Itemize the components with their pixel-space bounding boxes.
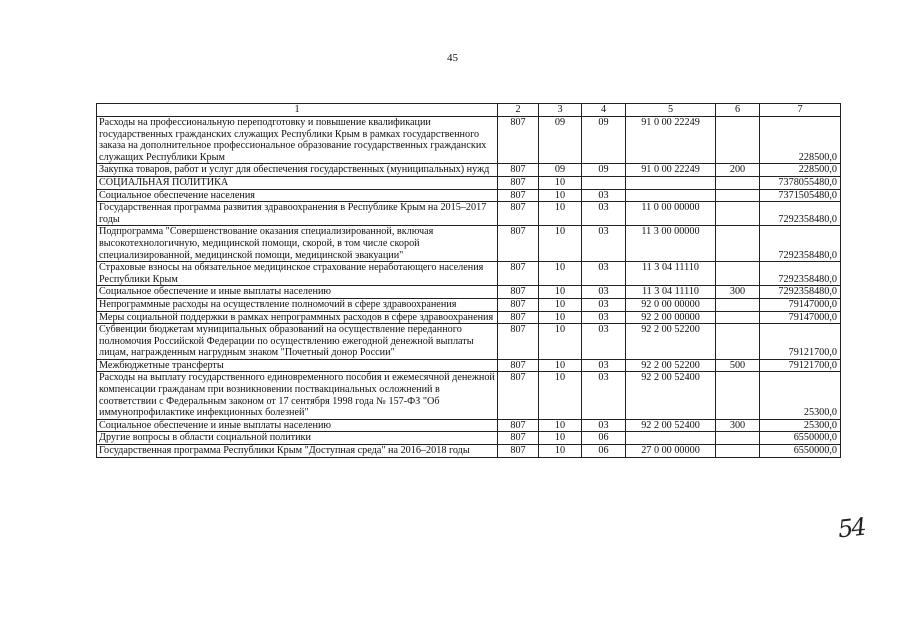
row-target-article-cell: 92 2 00 52200 (626, 324, 716, 360)
header-cell: 2 (498, 104, 539, 117)
row-amount-cell: 228500,0 (760, 164, 841, 177)
row-expense-type-cell (716, 202, 760, 226)
row-section-cell: 10 (539, 189, 582, 202)
row-section-cell: 10 (539, 432, 582, 445)
row-amount-cell: 79121700,0 (760, 359, 841, 372)
handwritten-page-mark: 54 (836, 512, 866, 544)
row-expense-type-cell: 300 (716, 419, 760, 432)
header-row (97, 104, 841, 117)
row-section-cell: 09 (539, 117, 582, 164)
row-amount-cell: 79121700,0 (760, 324, 841, 360)
table-row (97, 419, 841, 432)
row-section-cell: 10 (539, 226, 582, 262)
table-row (97, 324, 841, 360)
table-row (97, 372, 841, 419)
row-name-cell: СОЦИАЛЬНАЯ ПОЛИТИКА (97, 176, 498, 189)
row-expense-type-cell (716, 432, 760, 445)
row-amount-cell: 7378055480,0 (760, 176, 841, 189)
row-admin-code-cell: 807 (498, 176, 539, 189)
row-target-article-cell: 11 3 04 11110 (626, 286, 716, 299)
row-admin-code-cell: 807 (498, 286, 539, 299)
row-expense-type-cell (716, 445, 760, 458)
row-admin-code-cell: 807 (498, 359, 539, 372)
row-amount-cell: 7292358480,0 (760, 202, 841, 226)
row-amount-cell: 25300,0 (760, 372, 841, 419)
row-subsection-cell (582, 176, 626, 189)
row-name-cell: Подпрограмма "Совершенствование оказания специализированной, включая высокотехнологичную, медицинской помощи, скорой, в том числе скорой специализированной, медицинской помощи, медицинской эвакуации" (97, 226, 498, 262)
table-row (97, 189, 841, 202)
row-target-article-cell: 92 0 00 00000 (626, 298, 716, 311)
table-row (97, 164, 841, 177)
row-admin-code-cell: 807 (498, 419, 539, 432)
row-amount-cell: 7292358480,0 (760, 286, 841, 299)
row-expense-type-cell (716, 176, 760, 189)
row-target-article-cell: 91 0 00 22249 (626, 164, 716, 177)
header-cell: 7 (760, 104, 841, 117)
row-expense-type-cell (716, 372, 760, 419)
row-subsection-cell: 09 (582, 164, 626, 177)
row-target-article-cell: 92 2 00 52200 (626, 359, 716, 372)
table-row (97, 445, 841, 458)
header-cell: 5 (626, 104, 716, 117)
row-target-article-cell: 11 3 00 00000 (626, 226, 716, 262)
row-target-article-cell: 27 0 00 00000 (626, 445, 716, 458)
row-name-cell: Субвенции бюджетам муниципальных образований на осуществление переданного полномочия Российской Федерации по осуществлению ежегодной денежной выплаты лицам, награжденным нагрудным знаком "Почетный донор России" (97, 324, 498, 360)
row-subsection-cell: 03 (582, 324, 626, 360)
row-subsection-cell: 03 (582, 298, 626, 311)
row-expense-type-cell (716, 324, 760, 360)
row-admin-code-cell: 807 (498, 372, 539, 419)
row-subsection-cell: 03 (582, 202, 626, 226)
row-expense-type-cell (716, 226, 760, 262)
row-subsection-cell: 03 (582, 372, 626, 419)
row-admin-code-cell: 807 (498, 432, 539, 445)
row-target-article-cell: 92 2 00 52400 (626, 419, 716, 432)
row-section-cell: 10 (539, 445, 582, 458)
header-cell: 3 (539, 104, 582, 117)
row-target-article-cell (626, 189, 716, 202)
row-amount-cell: 7292358480,0 (760, 262, 841, 286)
row-name-cell: Межбюджетные трансферты (97, 359, 498, 372)
row-target-article-cell: 92 2 00 52400 (626, 372, 716, 419)
row-expense-type-cell (716, 311, 760, 324)
row-section-cell: 10 (539, 359, 582, 372)
row-name-cell: Закупка товаров, работ и услуг для обеспечения государственных (муниципальных) нужд (97, 164, 498, 177)
table-row (97, 226, 841, 262)
row-name-cell: Социальное обеспечение населения (97, 189, 498, 202)
row-admin-code-cell: 807 (498, 262, 539, 286)
row-admin-code-cell: 807 (498, 324, 539, 360)
row-admin-code-cell: 807 (498, 117, 539, 164)
table-row (97, 176, 841, 189)
row-subsection-cell: 03 (582, 262, 626, 286)
row-subsection-cell: 03 (582, 311, 626, 324)
row-section-cell: 10 (539, 311, 582, 324)
table-row (97, 286, 841, 299)
row-subsection-cell: 06 (582, 445, 626, 458)
row-section-cell: 10 (539, 286, 582, 299)
row-section-cell: 10 (539, 419, 582, 432)
row-admin-code-cell: 807 (498, 189, 539, 202)
row-subsection-cell: 03 (582, 359, 626, 372)
row-amount-cell: 6550000,0 (760, 445, 841, 458)
row-expense-type-cell (716, 298, 760, 311)
row-section-cell: 10 (539, 202, 582, 226)
row-expense-type-cell: 300 (716, 286, 760, 299)
row-section-cell: 10 (539, 298, 582, 311)
table-row (97, 202, 841, 226)
row-section-cell: 10 (539, 262, 582, 286)
table-row (97, 298, 841, 311)
budget-table (96, 103, 841, 458)
row-subsection-cell: 03 (582, 226, 626, 262)
table-row (97, 311, 841, 324)
row-target-article-cell: 91 0 00 22249 (626, 117, 716, 164)
row-expense-type-cell (716, 262, 760, 286)
header-cell: 1 (97, 104, 498, 117)
row-subsection-cell: 09 (582, 117, 626, 164)
page-number: 45 (447, 52, 458, 64)
row-name-cell: Государственная программа Республики Крым "Доступная среда" на 2016–2018 годы (97, 445, 498, 458)
header-cell: 6 (716, 104, 760, 117)
row-target-article-cell: 11 3 04 11110 (626, 262, 716, 286)
row-section-cell: 09 (539, 164, 582, 177)
row-target-article-cell: 92 2 00 00000 (626, 311, 716, 324)
row-amount-cell: 228500,0 (760, 117, 841, 164)
row-target-article-cell: 11 0 00 00000 (626, 202, 716, 226)
row-name-cell: Социальное обеспечение и иные выплаты населению (97, 419, 498, 432)
row-expense-type-cell: 500 (716, 359, 760, 372)
row-name-cell: Меры социальной поддержки в рамках непрограммных расходов в сфере здравоохранения (97, 311, 498, 324)
table-row (97, 262, 841, 286)
row-section-cell: 10 (539, 372, 582, 419)
row-section-cell: 10 (539, 176, 582, 189)
row-admin-code-cell: 807 (498, 311, 539, 324)
row-amount-cell: 7292358480,0 (760, 226, 841, 262)
row-subsection-cell: 03 (582, 286, 626, 299)
row-name-cell: Государственная программа развития здравоохранения в Республике Крым на 2015–2017 годы (97, 202, 498, 226)
row-admin-code-cell: 807 (498, 164, 539, 177)
table-row (97, 359, 841, 372)
row-subsection-cell: 06 (582, 432, 626, 445)
row-name-cell: Непрограммные расходы на осуществление полномочий в сфере здравоохранения (97, 298, 498, 311)
row-admin-code-cell: 807 (498, 445, 539, 458)
row-target-article-cell (626, 432, 716, 445)
row-name-cell: Другие вопросы в области социальной политики (97, 432, 498, 445)
row-admin-code-cell: 807 (498, 298, 539, 311)
row-admin-code-cell: 807 (498, 202, 539, 226)
row-amount-cell: 79147000,0 (760, 298, 841, 311)
row-amount-cell: 25300,0 (760, 419, 841, 432)
header-cell: 4 (582, 104, 626, 117)
row-target-article-cell (626, 176, 716, 189)
row-subsection-cell: 03 (582, 419, 626, 432)
row-name-cell: Расходы на профессиональную переподготовку и повышение квалификации государственных гражданских служащих Республики Крым в рамках государственного заказа на дополнительное профессиональное образование государственных гражданских служащих Республики Крым (97, 117, 498, 164)
table-row (97, 117, 841, 164)
row-name-cell: Социальное обеспечение и иные выплаты населению (97, 286, 498, 299)
row-admin-code-cell: 807 (498, 226, 539, 262)
table-row (97, 432, 841, 445)
row-amount-cell: 6550000,0 (760, 432, 841, 445)
row-name-cell: Расходы на выплату государственного единовременного пособия и ежемесячной денежной компенсации гражданам при возникновении поствакцинальных осложнений в соответствии с Федеральным законом от 17 сентября 1998 года № 157-ФЗ "Об иммунопрофилактике инфекционных болезней" (97, 372, 498, 419)
row-expense-type-cell (716, 189, 760, 202)
row-expense-type-cell (716, 117, 760, 164)
row-section-cell: 10 (539, 324, 582, 360)
row-expense-type-cell: 200 (716, 164, 760, 177)
row-name-cell: Страховые взносы на обязательное медицинское страхование неработающего населения Республики Крым (97, 262, 498, 286)
row-subsection-cell: 03 (582, 189, 626, 202)
row-amount-cell: 7371505480,0 (760, 189, 841, 202)
row-amount-cell: 79147000,0 (760, 311, 841, 324)
